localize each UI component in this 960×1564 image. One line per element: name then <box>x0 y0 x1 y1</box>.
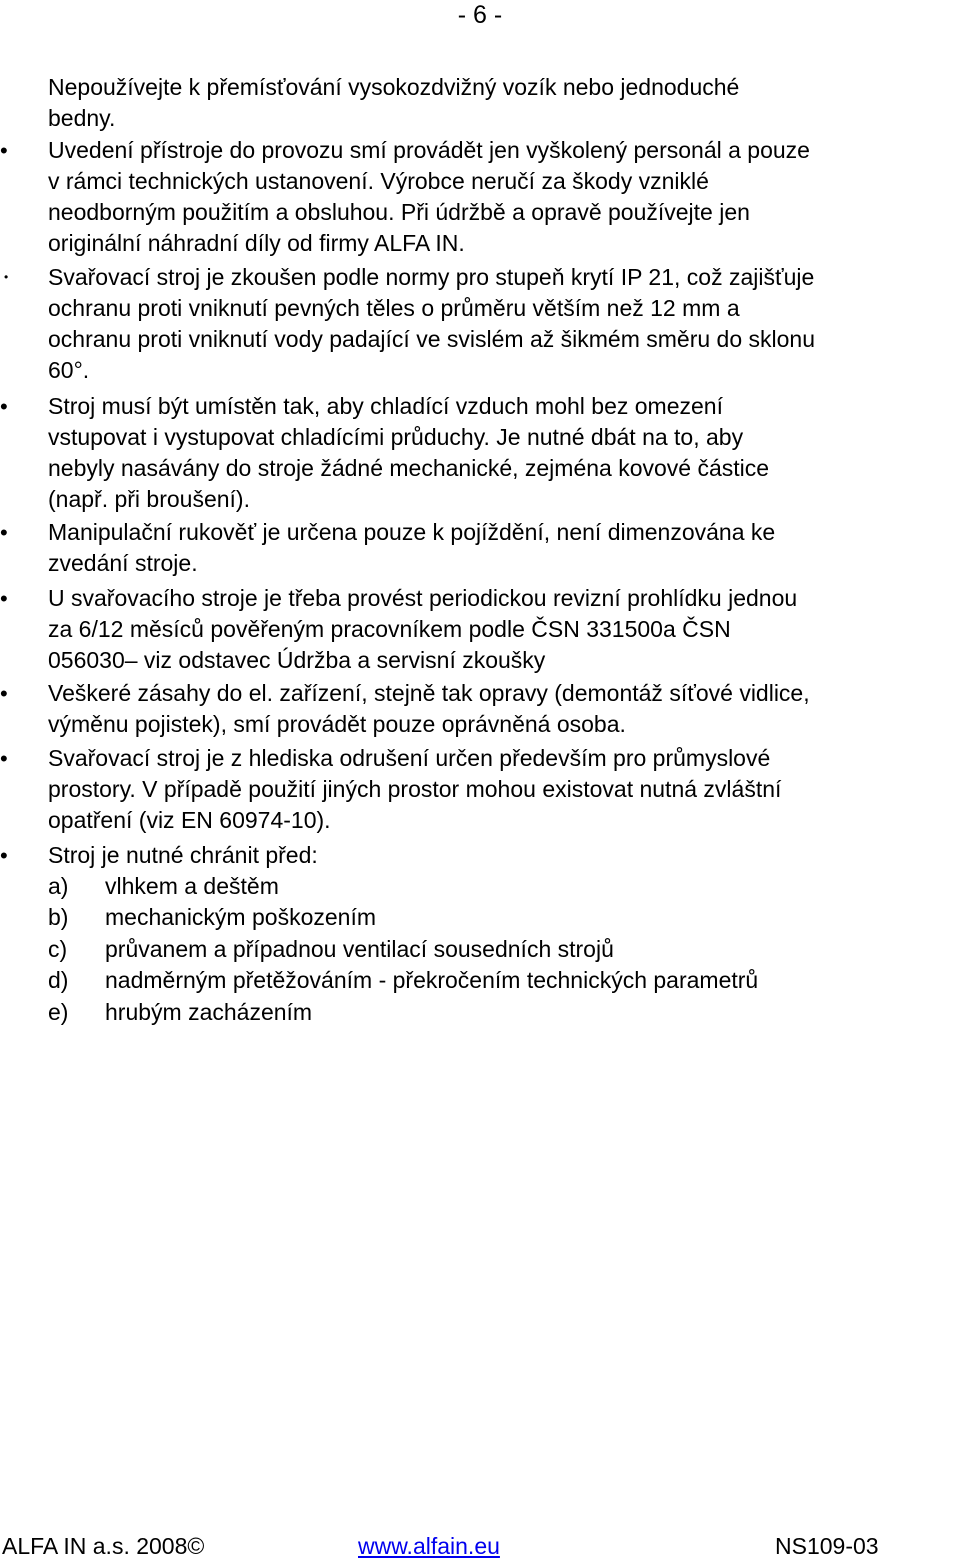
sublist-text: průvanem a případnou ventilací sousedních strojů <box>105 936 614 962</box>
bullet-icon: • <box>4 270 9 284</box>
bullet-icon: • <box>0 746 8 771</box>
sublist-marker: a) <box>48 873 69 899</box>
list-item-text: U svařovacího stroje je třeba provést periodickou revizní prohlídku jednou za 6/12 měsíců pověřeným pracovníkem podle ČSN 331500a ČSN 056030– viz odstavec Údržba a servisní zkoušky <box>48 585 798 673</box>
bullet-icon: • <box>0 681 8 706</box>
sublist-text: mechanickým poškozením <box>105 904 376 930</box>
footer-website-link[interactable]: www.alfain.eu <box>358 1533 500 1559</box>
footer-doc-code: NS109-03 <box>775 1533 879 1559</box>
bullet-icon: • <box>0 586 8 611</box>
sublist-marker: c) <box>48 936 68 962</box>
sublist-text: vlhkem a deštěm <box>105 873 279 899</box>
sublist-text: hrubým zacházením <box>105 999 313 1025</box>
list-item-text: Stroj musí být umístěn tak, aby chladící vzduch mohl bez omezení vstupovat i vystupovat chladícími průduchy. Je nutné dbát na to, aby nebyly nasávány do stroje žádné mechanické, zejména kovové částice (např. při broušení). <box>48 393 770 512</box>
sublist-marker: e) <box>48 999 69 1025</box>
sublist-marker: d) <box>48 967 69 993</box>
bullet-icon: • <box>0 394 8 419</box>
list-item-text: Manipulační rukověť je určena pouze k pojíždění, není dimenzována ke zvedání stroje. <box>48 519 776 576</box>
list-item-text: Svařovací stroj je z hlediska odrušení určen především pro průmyslové prostory. V případě použití jiných prostor mohou existovat nutná zvláštní opatření (viz EN 60974-10). <box>48 745 782 833</box>
bullet-icon: • <box>0 843 8 868</box>
sublist-marker: b) <box>48 904 69 930</box>
list-item-text: Svařovací stroj je zkoušen podle normy pro stupeň krytí IP 21, což zajišťuje ochranu proti vniknutí pevných těles o průměru větším než 12 mm a ochranu proti vniknutí vody padající ve svislém až šikmém směru do sklonu 60°. <box>48 264 815 383</box>
bullet-icon: • <box>0 138 8 163</box>
footer-company: ALFA IN a.s. 2008© <box>2 1533 205 1559</box>
list-item-text: Stroj je nutné chránit před: <box>48 842 318 868</box>
sublist-text: nadměrným přetěžováním - překročením technických parametrů <box>105 967 759 993</box>
list-item-text: Uvedení přístroje do provozu smí provádět jen vyškolený personál a pouze v rámci technických ustanovení. Výrobce neručí za škody vzniklé neodborným použitím a obsluhou. Při údržbě a opravě používejte jen originální náhradní díly od firmy ALFA IN. <box>48 137 810 256</box>
bullet-icon: • <box>0 520 8 545</box>
paragraph-text: Nepoužívejte k přemísťování vysokozdvižný vozík nebo jednoduché bedny. <box>48 74 740 131</box>
list-item-text: Veškeré zásahy do el. zařízení, stejně tak opravy (demontáž síťové vidlice, výměnu pojistek), smí provádět pouze oprávněná osoba. <box>48 680 810 737</box>
page-number: - 6 - <box>457 1 503 29</box>
